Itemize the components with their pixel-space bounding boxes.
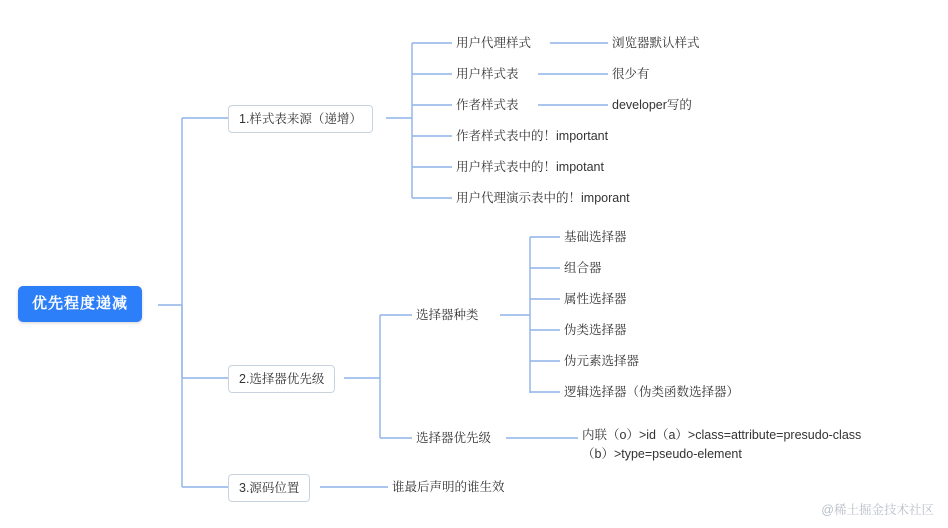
leaf-label: 组合器	[564, 261, 602, 275]
leaf-label: 用户样式表	[456, 67, 519, 81]
leaf-logical-selector[interactable]	[564, 382, 739, 402]
subbranch-selector-specificity[interactable]	[416, 428, 491, 448]
branch-label: 2.选择器优先级	[239, 372, 325, 386]
branch-node-source-order[interactable]	[228, 474, 310, 502]
leaf-user-important[interactable]	[456, 157, 604, 177]
note-label: developer写的	[612, 98, 692, 112]
subbranch-label: 选择器优先级	[416, 431, 492, 445]
root-label: 优先程度递减	[32, 295, 129, 312]
leaf-user-agent-important[interactable]	[456, 188, 630, 208]
watermark	[821, 500, 934, 518]
leaf-label: 逻辑选择器（伪类函数选择器）	[564, 385, 740, 399]
leaf-pseudo-class-selector[interactable]	[564, 320, 627, 340]
branch-label: 3.源码位置	[239, 481, 300, 495]
subbranch-label: 选择器种类	[416, 308, 479, 322]
note-browser-default[interactable]	[612, 33, 700, 53]
leaf-label: 用户样式表中的！impotant	[456, 160, 604, 174]
leaf-label: 用户代理演示表中的！imporant	[456, 191, 630, 205]
note-label: 很少有	[612, 67, 650, 81]
leaf-combinator[interactable]	[564, 258, 602, 278]
leaf-author-important[interactable]	[456, 126, 608, 146]
subbranch-selector-types[interactable]	[416, 305, 479, 325]
leaf-last-declaration-wins[interactable]	[392, 477, 505, 497]
leaf-pseudo-element-selector[interactable]	[564, 351, 639, 371]
leaf-label: 作者样式表中的！important	[456, 129, 609, 143]
branch-node-style-source[interactable]	[228, 105, 373, 133]
note-label: 浏览器默认样式	[612, 36, 700, 50]
watermark-label: @稀土掘金技术社区	[821, 503, 934, 517]
leaf-user-agent-style[interactable]	[456, 33, 531, 53]
leaf-basic-selector[interactable]	[564, 227, 627, 247]
mindmap-root-node[interactable]	[18, 286, 142, 322]
leaf-label: 谁最后声明的谁生效	[392, 480, 505, 494]
leaf-label: 内联（o）>id（a）>class=attribute=presudo-class（b）>type=pseudo-element	[582, 428, 862, 461]
note-developer-written[interactable]	[612, 95, 692, 115]
note-rarely-used[interactable]	[612, 64, 650, 84]
leaf-author-style-sheet[interactable]	[456, 95, 519, 115]
leaf-label: 属性选择器	[564, 292, 627, 306]
branch-label: 1.样式表来源（递增）	[239, 112, 362, 126]
leaf-specificity-order[interactable]	[582, 424, 882, 466]
leaf-label: 伪类选择器	[564, 323, 627, 337]
leaf-label: 用户代理样式	[456, 36, 532, 50]
leaf-label: 伪元素选择器	[564, 354, 640, 368]
leaf-attribute-selector[interactable]	[564, 289, 627, 309]
leaf-user-style-sheet[interactable]	[456, 64, 519, 84]
leaf-label: 作者样式表	[456, 98, 519, 112]
leaf-label: 基础选择器	[564, 230, 627, 244]
branch-node-selector-priority[interactable]	[228, 365, 335, 393]
